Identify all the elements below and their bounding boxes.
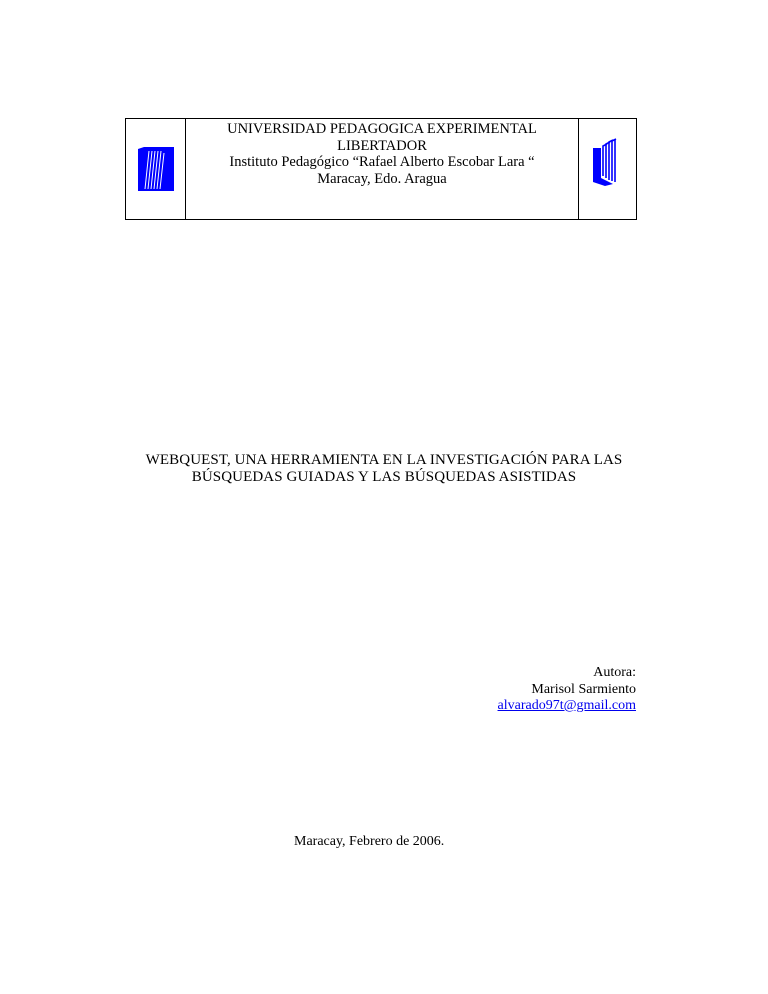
header-table <box>125 118 637 220</box>
author-label: Autora: <box>593 665 636 680</box>
header-right-cell <box>578 119 636 219</box>
ipmar-logo-icon <box>591 138 625 188</box>
institution-name-line1: UNIVERSIDAD PEDAGOGICA EXPERIMENTAL <box>227 121 537 137</box>
header-center-cell <box>186 121 578 187</box>
place-date: Maracay, Febrero de 2006. <box>294 834 445 849</box>
author-name: Marisol Sarmiento <box>531 681 636 697</box>
institution-name-line2: LIBERTADOR <box>337 137 427 154</box>
institute-name: Instituto Pedagógico “Rafael Alberto Escobar Lara “ <box>229 154 535 170</box>
upel-logo-icon <box>136 145 176 193</box>
header-left-cell <box>126 119 186 219</box>
institute-location: Maracay, Edo. Aragua <box>317 170 447 187</box>
author-block <box>498 665 636 715</box>
document-title <box>100 452 668 486</box>
document-title-line2: BÚSQUEDAS GUIADAS Y LAS BÚSQUEDAS ASISTIDAS <box>191 469 577 485</box>
author-email-link[interactable]: alvarado97t@gmail.com <box>497 698 636 713</box>
document-title-line1: WEBQUEST, UNA HERRAMIENTA EN LA INVESTIGACIÓN PARA LAS <box>145 452 623 468</box>
